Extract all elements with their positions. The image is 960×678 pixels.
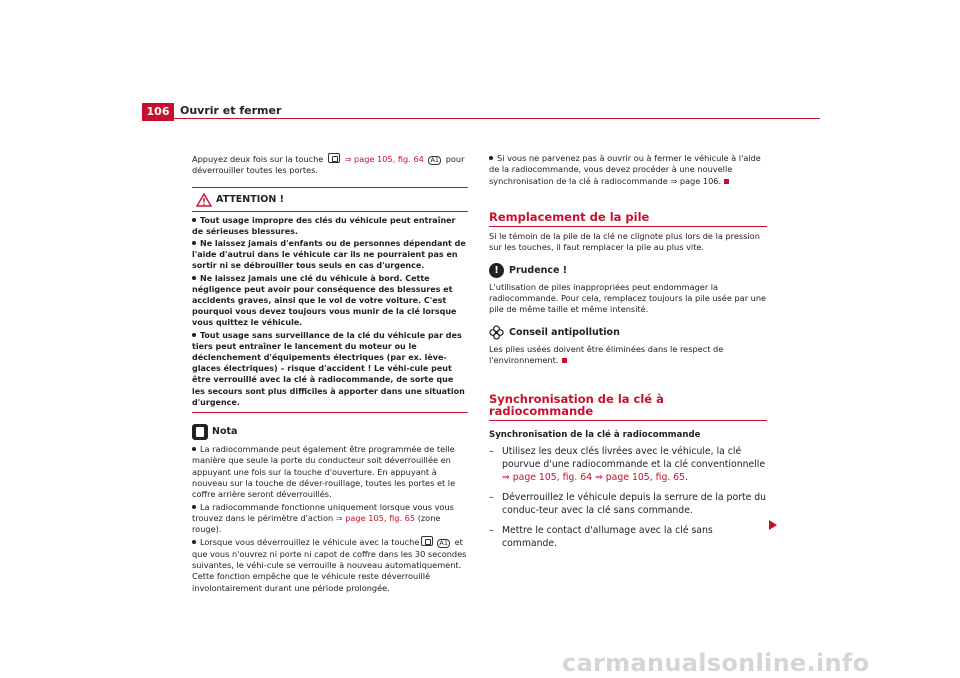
battery-section-title: Remplacement de la pile xyxy=(489,212,767,227)
watermark: carmanualsonline.info xyxy=(562,649,870,677)
bullet-icon xyxy=(192,540,196,544)
page-reference-link[interactable]: ⇒ page 105, fig. 65 xyxy=(335,512,416,523)
page-reference-link[interactable]: ⇒ page 105, fig. 64 xyxy=(344,154,424,164)
warning-rule xyxy=(192,211,468,212)
bullet-icon xyxy=(192,241,196,245)
note-item: La radiocommande fonctionne uniquement lorsque vous vous trouvez dans le périmètre d'action ⇒ page 105, fig. 65 (zone rouge). xyxy=(192,501,454,535)
right-column xyxy=(489,153,767,550)
environment-header xyxy=(489,324,767,342)
end-marker-icon xyxy=(724,179,729,184)
sync-subheading: Synchronisation de la clé à radiocommande xyxy=(489,429,701,440)
note-icon xyxy=(192,424,208,440)
page-reference-link[interactable]: ⇒ page 105, fig. 64 ⇒ page 105, fig. 65 xyxy=(502,472,686,484)
sync-step: – Déverrouillez le véhicule depuis la serrure de la porte du conduc-teur avec la clé sans commande. xyxy=(489,492,767,517)
bullet-icon xyxy=(192,218,196,222)
note-item: Lorsque vous déverrouillez le véhicule avec la touche A1 et que vous n'ouvrez ni porte ni capot de coffre dans les 30 secondes suivantes, le véhi-cule se verrouille à nouveau automatiquement. Cette fonction empêche que le véhicule reste déverrouillé involontairement durant une période prolongée. xyxy=(192,537,467,593)
environment-title: Conseil antipollution xyxy=(509,327,620,339)
caution-text: L'utilisation de piles inappropriées peut endommager la radiocommande. Pour cela, remplacez toujours la pile usée par une pile de même taille et même intensité. xyxy=(489,281,767,315)
warning-item: Tout usage impropre des clés du véhicule peut entraîner de sérieuses blessures. xyxy=(192,215,456,236)
warning-triangle-icon xyxy=(196,193,212,207)
caution-icon: ! xyxy=(489,263,504,278)
page-header-title: Ouvrir et fermer xyxy=(180,104,282,117)
left-column xyxy=(192,153,468,595)
note-item: La radiocommande peut également être programmée de telle manière que seule la porte du conducteur soit déverrouillée en appuyant une fois sur la touche d'ouverture. En appuyant à nouveau sur la touche de déver-rouillage, toutes les portes et le coffre arrière seront déverrouillés. xyxy=(192,444,456,500)
sync-failure-bullet: Si vous ne parvenez pas à ouvrir ou à fermer le véhicule à l'aide de la radiocommande, vous devez procéder à une nouvelle synchronisation de la clé à radiocommande ⇒ page 106. xyxy=(489,153,761,186)
warning-title: ATTENTION ! xyxy=(216,193,284,205)
intro-paragraph: Appuyez deux fois sur la touche ⇒ page 105, fig. 64 A1 pour déverrouiller toutes les portes. xyxy=(192,154,465,176)
environment-text: Les piles usées doivent être éliminées dans le respect de l'environnement. xyxy=(489,343,724,365)
bullet-icon xyxy=(192,333,196,337)
warning-item: Tout usage sans surveillance de la clé du véhicule par des tiers peut entraîner le lancement du moteur ou le déclenchement d'équipements électriques (par ex. lève-glaces électriques) – risque d'accident ! Le véhi-cule peut être verrouillé avec la clé à radiocommande, de sorte que les secours sont plus difficiles à apporter dans une situation d'urgence. xyxy=(192,330,465,407)
bullet-icon xyxy=(192,276,196,280)
caution-title: Prudence ! xyxy=(509,265,568,277)
flower-environment-icon xyxy=(489,325,504,340)
caution-header xyxy=(489,262,767,280)
callout-a1-icon: A1 xyxy=(439,539,448,548)
bullet-icon xyxy=(489,156,493,160)
next-page-arrow-icon[interactable] xyxy=(769,520,777,530)
sync-step: – Mettre le contact d'allumage avec la clé sans commande. xyxy=(489,525,713,550)
sync-step: – Utilisez les deux clés livrées avec le véhicule, la clé pourvue d'une radiocommande et la clé conventionnelle ⇒ page 105, fig. 64 ⇒ page 105, fig. 65. xyxy=(489,446,766,484)
warning-box xyxy=(192,187,468,413)
callout-a1-icon: A1 xyxy=(430,156,440,164)
unlock-key-icon xyxy=(421,536,433,546)
battery-text: Si le témoin de la pile de la clé ne clignote plus lors de la pression sur les touches, il faut remplacer la pile au plus vite. xyxy=(489,231,760,253)
bullet-icon xyxy=(192,505,196,509)
sync-section-title: Synchronisation de la clé à radiocommande xyxy=(489,394,767,421)
warning-header xyxy=(196,191,468,209)
note-title: Nota xyxy=(212,426,238,438)
header-rule xyxy=(142,118,820,119)
unlock-key-icon xyxy=(328,153,340,163)
note-header xyxy=(192,423,468,441)
page-number: 106 xyxy=(142,103,174,121)
end-marker-icon xyxy=(562,358,567,363)
warning-item: Ne laissez jamais d'enfants ou de personnes dépendant de l'aide d'autrui dans le véhicule car ils ne pourraient pas en sortir ni se débrouiller tous seuls en cas d'urgence. xyxy=(192,239,466,271)
warning-item: Ne laissez jamais une clé du véhicule à bord. Cette négligence peut avoir pour conséquence des blessures et accidents graves, ainsi que le vol de votre voiture. C'est pourquoi vous devez toujours vous munir de la clé lorsque vous quittez le véhicule. xyxy=(192,273,457,328)
bullet-icon xyxy=(192,447,196,451)
